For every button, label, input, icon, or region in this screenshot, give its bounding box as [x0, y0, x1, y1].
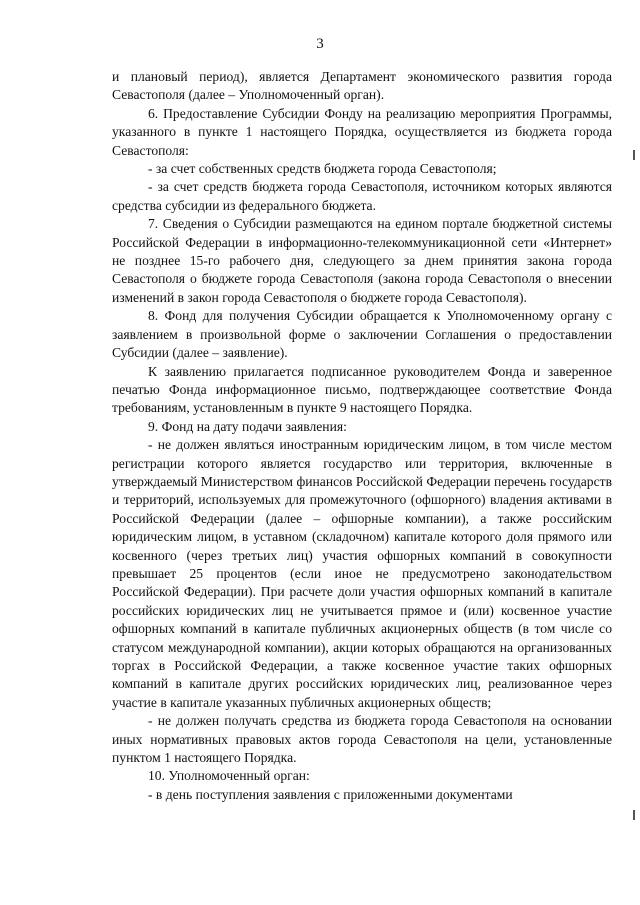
- paragraph: К заявлению прилагается подписанное руководителем Фонда и заверенное печатью Фонда информационное письмо, подтверждающее соответствие Фонда требованиям, установленным в пункте 9 настоящего Порядка.: [112, 363, 612, 416]
- paragraph-item-10: 10. Уполномоченный орган:: [148, 768, 310, 784]
- paragraph-item-6: 6. Предоставление Субсидии Фонду на реализацию мероприятия Программы, указанного в пункте 1 настоящего Порядка, осуществляется из бюджета города Севастополя:: [112, 105, 612, 158]
- page-number: 3: [316, 36, 324, 52]
- list-item: - в день поступления заявления с приложенными документами: [148, 786, 513, 802]
- list-item: - не должен получать средства из бюджета города Севастополя на основании иных нормативных правовых актов города Севастополя на цели, установленные пунктом 1 настоящего Порядка.: [112, 713, 612, 766]
- list-item: - за счет собственных средств бюджета города Севастополя;: [148, 161, 497, 177]
- scan-edge-mark: [633, 150, 635, 160]
- scan-edge-mark: [633, 810, 635, 820]
- paragraph-item-8: 8. Фонд для получения Субсидии обращается к Уполномоченному органу с заявлением в произвольной форме о заключении Соглашения о предоставлении Субсидии (далее – заявление).: [112, 308, 612, 361]
- paragraph-item-7: 7. Сведения о Субсидии размещаются на едином портале бюджетной системы Российской Федерации в информационно-телекоммуникационной сети «Интернет» не позднее 15-го рабочего дня, следующего за днем принятия закона города Севастополя о бюджете города Севастополя (закона города Севастополя о внесении изменений в закон города Севастополя о бюджете города Севастополя).: [112, 216, 612, 305]
- paragraph-item-9: 9. Фонд на дату подачи заявления:: [148, 418, 347, 434]
- paragraph: и плановый период), является Департамент экономического развития города Севастополя (далее – Уполномоченный орган).: [112, 69, 612, 103]
- list-item: - за счет средств бюджета города Севастополя, источником которых являются средства субсидии из федерального бюджета.: [112, 179, 612, 213]
- document-body: [112, 68, 612, 804]
- list-item: - не должен являться иностранным юридическим лицом, в том числе местом регистрации которого является государство или территория, включенные в утверждаемый Министерством финансов Российской Федерации перечень государств и территорий, используемых для промежуточного (офшорного) владения активами в Российской Федерации (далее – офшорные компании), а также российским юридическим лицом, в уставном (складочном) капитале которого доля прямого или косвенного (через третьих лиц) участия офшорных компаний в совокупности превышает 25 процентов (если иное не предусмотрено законодательством Российской Федерации). При расчете доли участия офшорных компаний в капитале российских юридических лиц не учитывается прямое и (или) косвенное участие офшорных компаний в капитале публичных акционерных обществ (в том числе со статусом международной компании), акции которых обращаются на организованных торгах в Российской Федерации, а также косвенное участие таких офшорных компаний в капитале других российских юридических лиц, реализованное через участие в капитале указанных публичных акционерных обществ;: [112, 437, 612, 710]
